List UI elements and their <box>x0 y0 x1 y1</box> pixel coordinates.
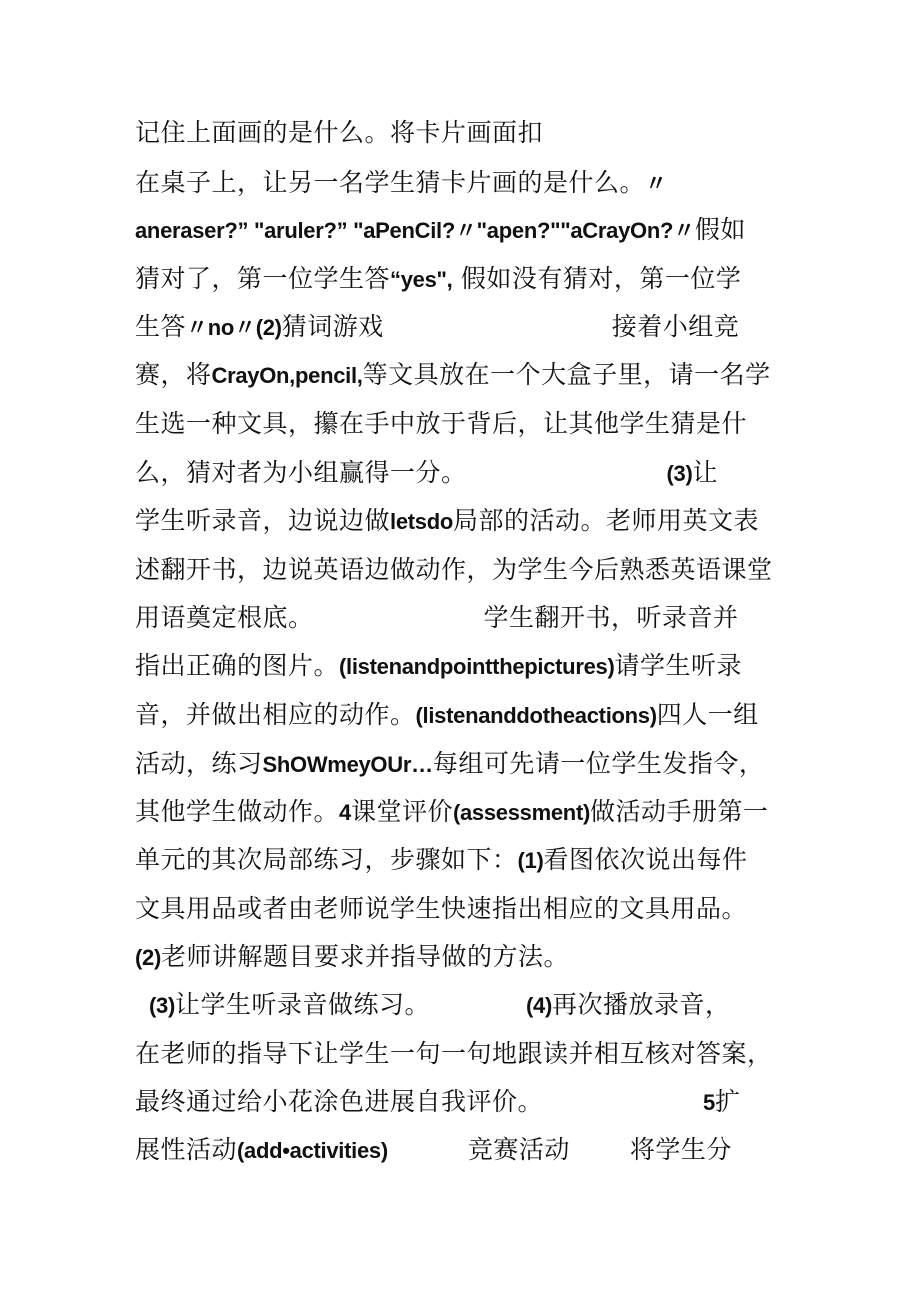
bold-text-segment: (listenanddotheactions) <box>415 703 657 728</box>
text-segment: 假如没有猜对，第一位学 <box>452 264 742 293</box>
text-line <box>135 1082 740 1122</box>
text-segment: 局部的活动。老师用英文表 <box>453 506 760 535</box>
text-segment: 竞赛活动 <box>467 1135 570 1164</box>
text-segment: 假如 <box>694 215 746 244</box>
text-segment: 课堂评价 <box>350 797 453 826</box>
text-segment: 每组可先请一位学生发指令， <box>432 749 765 778</box>
text-segment: 等文具放在一个大盒子里，请一名学 <box>362 360 771 389</box>
text-segment: 再次播放录音， <box>552 990 731 1019</box>
text-segment: 猜词游戏 <box>281 312 384 341</box>
bold-text-segment: “yes", <box>390 267 453 292</box>
text-segment: 学生翻开书，听录音并 <box>483 603 739 632</box>
text-segment: 让 <box>692 458 719 487</box>
text-segment: 么，猜对者为小组赢得一分。 <box>135 458 467 487</box>
text-line <box>135 598 739 638</box>
bold-text-segment: 5 <box>703 1090 715 1115</box>
text-line <box>135 744 764 784</box>
bold-text-segment: (3) <box>666 461 693 486</box>
text-line <box>135 889 747 929</box>
text-segment: 单元的其次局部练习，步骤如下： <box>135 845 518 874</box>
text-segment: 述翻开书，边说英语边做动作，为学生今后熟悉英语课堂 <box>135 555 773 584</box>
text-segment: 猜对了，第一位学生答 <box>135 264 391 293</box>
text-segment: 记住上面画的是什么。将卡片画面扣 <box>135 118 544 147</box>
bold-text-segment: (4) <box>526 993 553 1018</box>
text-line <box>135 355 771 395</box>
text-line <box>135 163 667 203</box>
text-line <box>135 1034 773 1074</box>
text-line <box>135 646 742 686</box>
text-line <box>135 695 759 735</box>
bold-text-segment: aneraser?” "aruler?” "aPenCil?〃"apen?""aCrayOn?〃 <box>135 218 695 243</box>
text-segment: 四人一组 <box>656 700 759 729</box>
text-segment: 活动，练习 <box>135 749 263 778</box>
text-line <box>135 840 748 880</box>
bold-text-segment: (2) <box>135 945 161 970</box>
text-segment: 用语奠定根底。 <box>135 603 314 632</box>
text-segment: 做活动手册第一 <box>590 797 769 826</box>
bold-text-segment: 〃 <box>645 171 667 196</box>
text-segment: 展性活动 <box>135 1135 238 1164</box>
text-segment: 看图依次说出每件 <box>543 845 748 874</box>
text-line <box>135 985 731 1025</box>
text-line <box>135 1130 732 1170</box>
text-segment: 学生听录音，边说边做 <box>135 506 391 535</box>
text-segment: 文具用品或者由老师说学生快速指出相应的文具用品。 <box>135 894 748 923</box>
text-segment: 请学生听录 <box>614 651 742 680</box>
text-line <box>135 792 769 832</box>
bold-text-segment: ShOWmeyOUr… <box>262 752 433 777</box>
text-segment: 让学生听录音做练习。 <box>175 990 431 1019</box>
bold-text-segment: (add•activities) <box>237 1138 388 1163</box>
bold-text-segment: 4 <box>339 800 351 825</box>
bold-text-segment: letsdo <box>390 509 454 534</box>
text-line <box>135 550 773 590</box>
text-segment: 其他学生做动作。 <box>135 797 340 826</box>
text-segment: 扩 <box>714 1087 741 1116</box>
text-line <box>135 259 741 299</box>
text-segment: 指出正确的图片。 <box>135 651 340 680</box>
text-segment: 接着小组竞 <box>611 312 740 341</box>
text-segment: 生答 <box>135 312 187 341</box>
text-segment: 音，并做出相应的动作。 <box>135 700 416 729</box>
text-segment: 最终通过给小花涂色进展自我评价。 <box>135 1087 544 1116</box>
text-line <box>135 113 543 153</box>
text-segment: 生选一种文具，攥在手中放于背后，让其他学生猜是什 <box>135 409 748 438</box>
text-segment: 老师讲解题目要求并指导做的方法。 <box>161 942 570 971</box>
text-segment: 赛，将 <box>135 360 212 389</box>
text-segment: 在老师的指导下让学生一句一句地跟读并相互核对答案， <box>135 1039 773 1068</box>
text-line <box>135 501 759 541</box>
bold-text-segment: 〃no〃(2) <box>186 315 282 340</box>
bold-text-segment: CrayOn,pencil, <box>211 363 363 388</box>
bold-text-segment: (listenandpointthepictures) <box>339 654 615 679</box>
text-line <box>135 404 747 444</box>
bold-text-segment: (1) <box>517 848 544 873</box>
text-segment: 将学生分 <box>629 1135 732 1164</box>
text-line <box>135 453 718 493</box>
text-line <box>135 307 739 347</box>
bold-text-segment: (3) <box>149 993 175 1018</box>
bold-text-segment: (assessment) <box>452 800 590 825</box>
text-line <box>135 210 746 250</box>
text-segment: 在桌子上，让另一名学生猜卡片画的是什么。 <box>135 168 646 197</box>
text-line <box>135 937 569 977</box>
